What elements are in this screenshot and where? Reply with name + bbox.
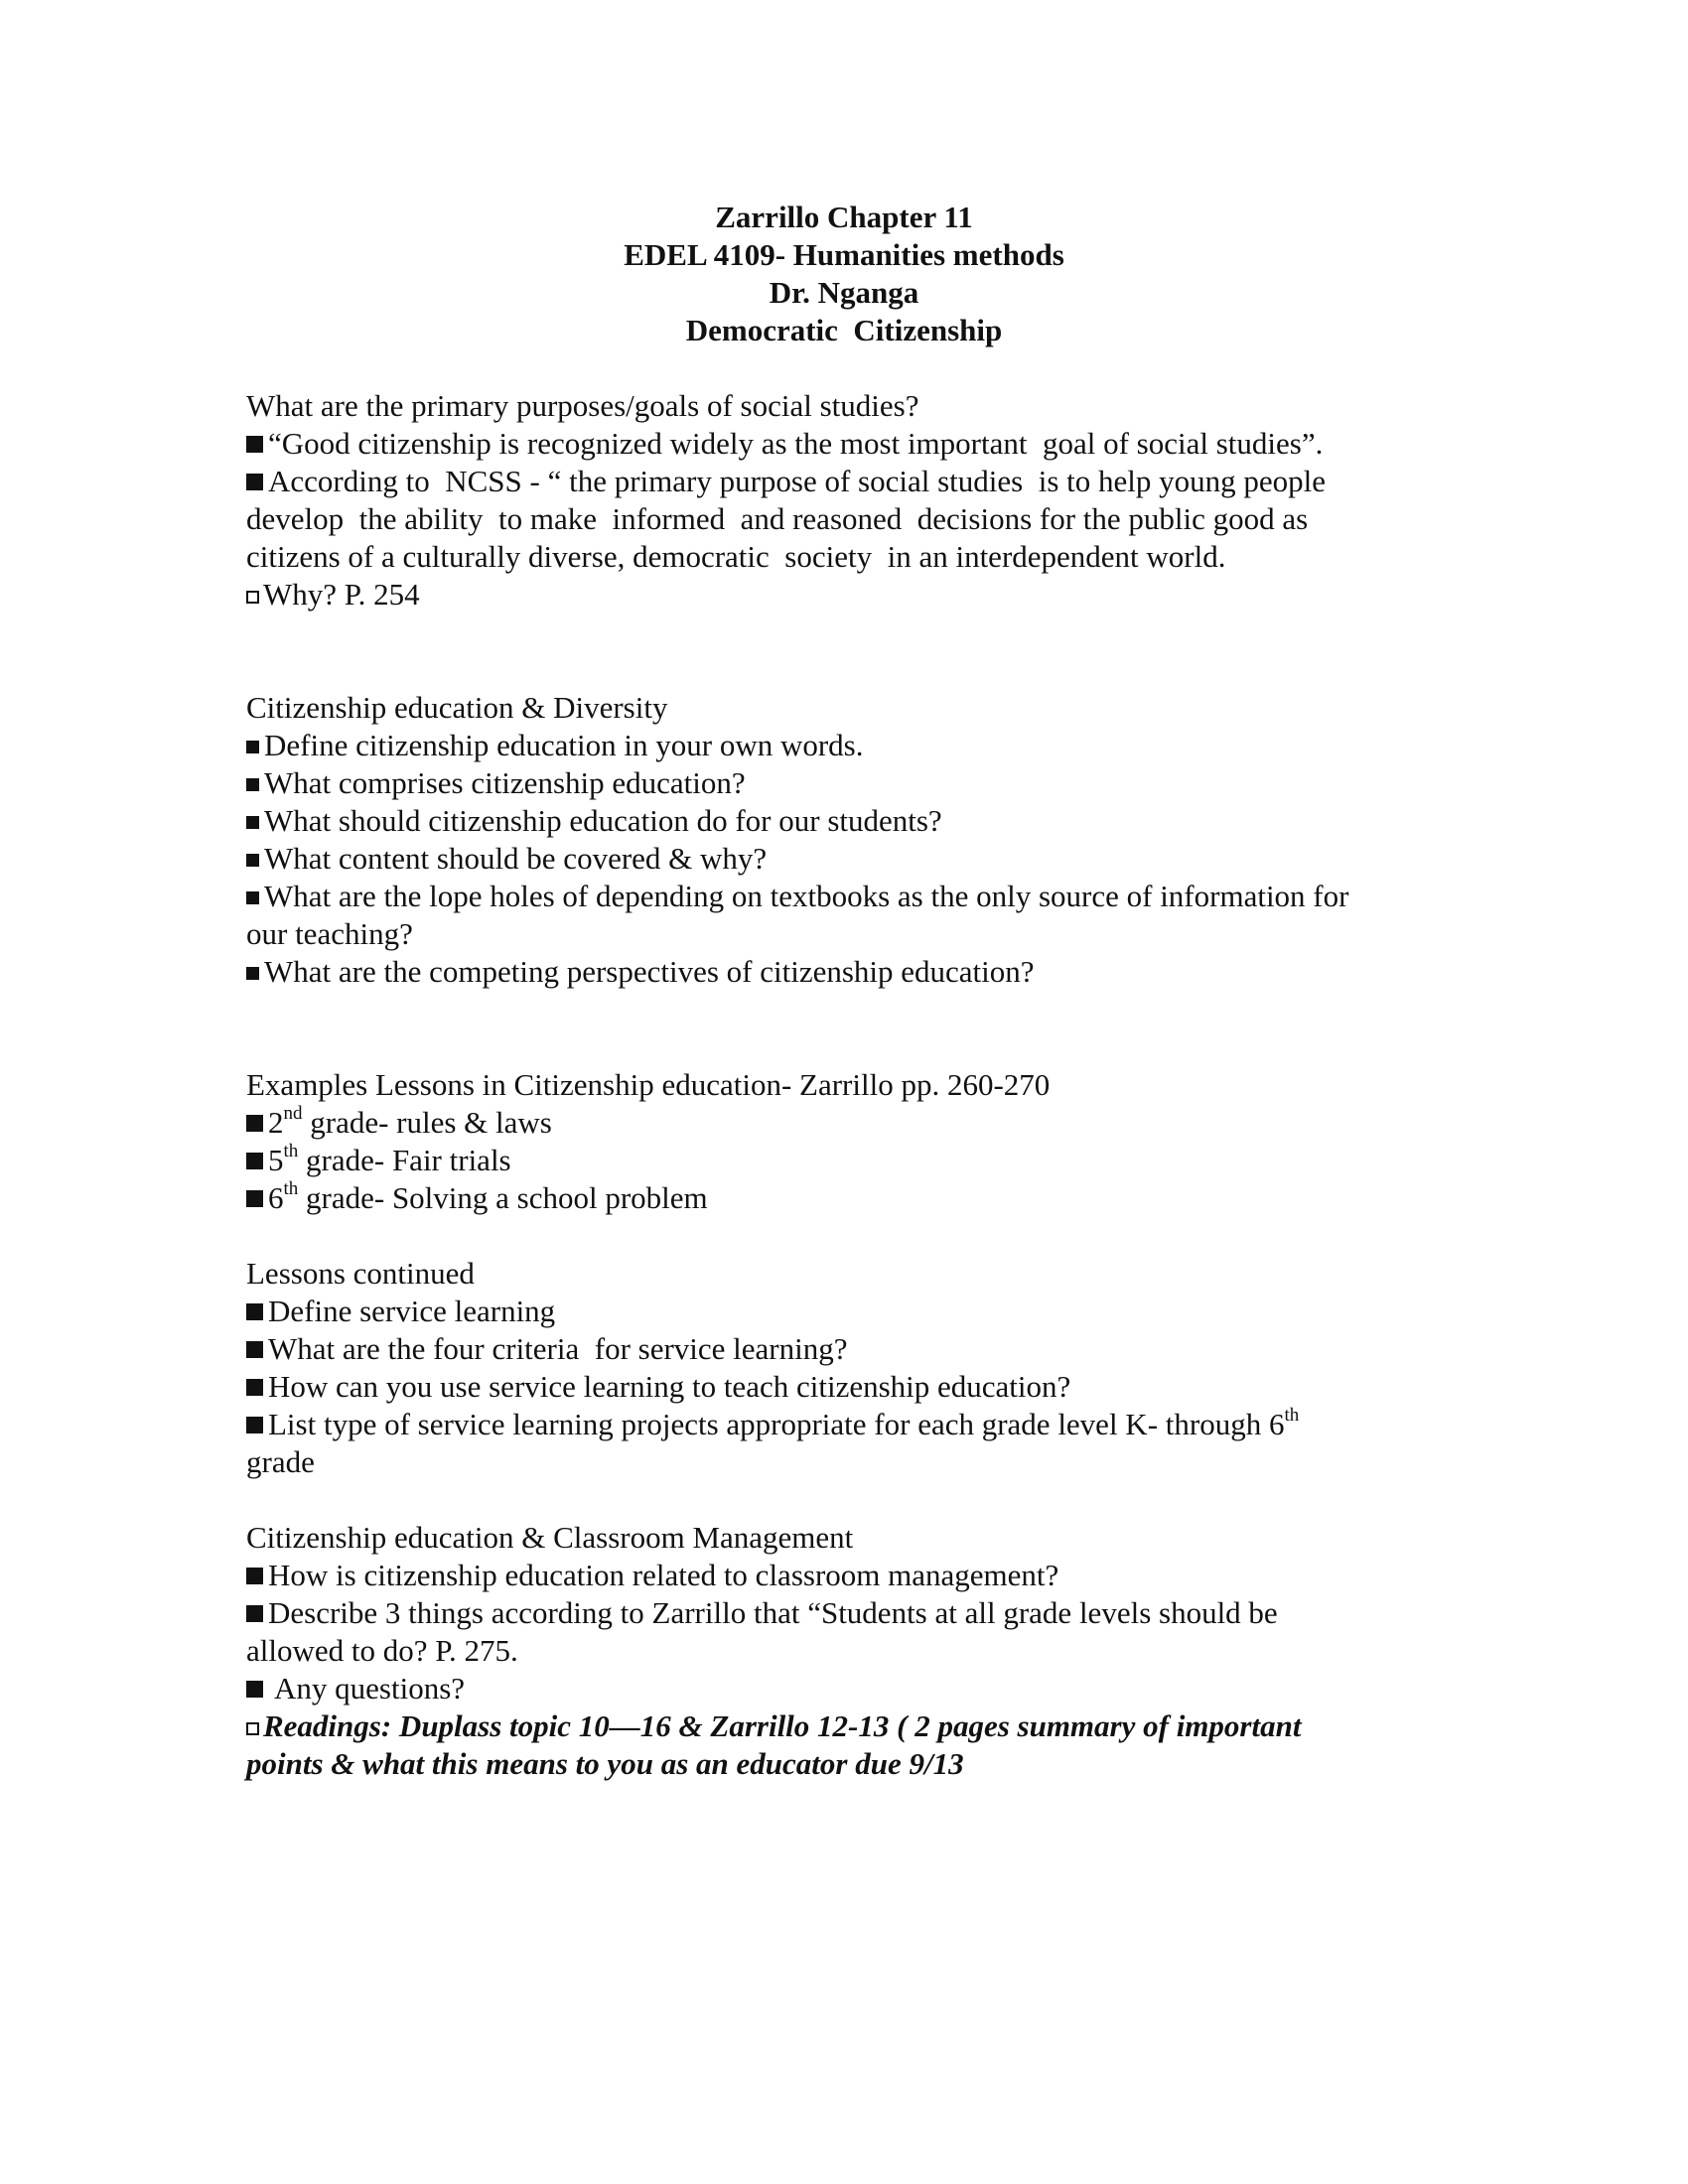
list-item-text: Describe 3 things according to Zarrillo that “Students at all grade levels should be xyxy=(268,1595,1278,1630)
bullet-square-icon xyxy=(246,816,259,829)
list-item xyxy=(246,1594,1477,1632)
list-item-text: What are the lope holes of depending on textbooks as the only source of information for xyxy=(264,879,1349,913)
bullet-square-icon xyxy=(246,1379,263,1396)
list-item xyxy=(246,1142,1477,1179)
bullet-square-icon xyxy=(246,1153,263,1169)
list-item-text: What comprises citizenship education? xyxy=(264,765,746,800)
section-heading: Citizenship education & Diversity xyxy=(246,690,668,725)
bullet-square-icon xyxy=(246,1115,263,1132)
list-item xyxy=(246,1330,1477,1368)
list-item xyxy=(246,1670,1477,1707)
list-item xyxy=(246,727,1477,764)
list-item-text: What should citizenship education do for our students? xyxy=(264,803,942,838)
list-item xyxy=(246,1368,1477,1406)
checkbox-square-icon xyxy=(246,591,259,604)
list-item xyxy=(246,1557,1477,1594)
list-item xyxy=(246,1406,1477,1443)
list-item-text: What are the four criteria for service learning? xyxy=(268,1331,848,1366)
bullet-square-icon xyxy=(246,967,259,980)
section-example-lessons xyxy=(246,1066,1477,1217)
section-heading: Lessons continued xyxy=(246,1256,475,1291)
list-item xyxy=(246,1179,1477,1217)
list-item xyxy=(246,953,1477,991)
bullet-square-icon xyxy=(246,854,259,867)
list-item-continuation: citizens of a culturally diverse, democratic society in an interdependent world. xyxy=(246,539,1226,574)
bullet-square-icon xyxy=(246,1605,263,1622)
list-item-continuation: develop the ability to make informed and reasoned decisions for the public good as xyxy=(246,501,1309,536)
list-item xyxy=(246,576,1477,614)
list-item-text: Define service learning xyxy=(268,1294,556,1328)
list-item xyxy=(246,764,1477,802)
bullet-square-icon xyxy=(246,436,263,453)
bullet-square-icon xyxy=(246,1190,263,1207)
ordinal-suffix: nd xyxy=(283,1103,303,1124)
bullet-square-icon xyxy=(246,1568,263,1584)
section-purposes xyxy=(246,387,1477,614)
list-item-text: Why? P. 254 xyxy=(263,577,420,612)
readings-text: Readings: Duplass topic 10—16 & Zarrillo 12-13 ( 2 pages summary of important xyxy=(263,1708,1302,1743)
readings-assignment-continuation: points & what this means to you as an educator due 9/13 xyxy=(246,1746,964,1781)
bullet-square-icon xyxy=(246,1681,263,1698)
topic-title: Democratic Citizenship xyxy=(685,313,1003,347)
ordinal-suffix: th xyxy=(283,1178,299,1199)
grade-number: 5 xyxy=(268,1143,284,1177)
list-item-text: Define citizenship education in your own words. xyxy=(264,728,864,762)
list-item xyxy=(246,425,1477,463)
bullet-square-icon xyxy=(246,1303,263,1320)
list-item-text: grade- Fair trials xyxy=(298,1143,511,1177)
list-item xyxy=(246,1104,1477,1142)
ordinal-suffix: th xyxy=(283,1141,299,1161)
bullet-square-icon xyxy=(246,778,259,791)
course-title: EDEL 4109- Humanities methods xyxy=(624,237,1064,272)
section-heading: Citizenship education & Classroom Management xyxy=(246,1520,854,1555)
section-diversity xyxy=(246,689,1477,991)
list-item-text: How is citizenship education related to classroom management? xyxy=(268,1558,1059,1592)
list-item-text: List type of service learning projects appropriate for each grade level K- through 6 xyxy=(268,1407,1285,1441)
list-item-text: “Good citizenship is recognized widely as the most important goal of social studies”. xyxy=(268,426,1324,461)
document-body xyxy=(246,387,1477,1783)
list-item-continuation: allowed to do? P. 275. xyxy=(246,1633,518,1668)
list-item-text: According to NCSS - “ the primary purpose of social studies is to help young people xyxy=(268,464,1327,498)
document-header xyxy=(0,199,1688,349)
list-item-text: Any questions? xyxy=(268,1671,466,1706)
bullet-square-icon xyxy=(246,1417,263,1433)
list-item xyxy=(246,878,1477,915)
grade-number: 2 xyxy=(268,1105,284,1140)
instructor-name: Dr. Nganga xyxy=(769,275,919,310)
grade-number: 6 xyxy=(268,1180,284,1215)
list-item xyxy=(246,802,1477,840)
list-item-text: What content should be covered & why? xyxy=(264,841,768,876)
list-item-continuation: our teaching? xyxy=(246,916,413,951)
list-item-text: What are the competing perspectives of citizenship education? xyxy=(264,954,1035,989)
ordinal-suffix: th xyxy=(1284,1405,1300,1426)
readings-assignment xyxy=(246,1707,1477,1745)
section-lessons-continued xyxy=(246,1255,1477,1481)
section-classroom-management xyxy=(246,1519,1477,1783)
bullet-square-icon xyxy=(246,741,259,753)
section-heading: Examples Lessons in Citizenship education- Zarrillo pp. 260-270 xyxy=(246,1067,1051,1102)
list-item-text: How can you use service learning to teach citizenship education? xyxy=(268,1369,1071,1404)
bullet-square-icon xyxy=(246,474,263,490)
list-item-text: grade- rules & laws xyxy=(302,1105,552,1140)
list-item xyxy=(246,463,1477,500)
list-item xyxy=(246,1293,1477,1330)
bullet-square-icon xyxy=(246,1341,263,1358)
list-item xyxy=(246,840,1477,878)
chapter-title: Zarrillo Chapter 11 xyxy=(715,200,973,234)
list-item-text: grade- Solving a school problem xyxy=(298,1180,708,1215)
bullet-square-icon xyxy=(246,891,259,904)
checkbox-square-icon xyxy=(246,1722,259,1735)
section-heading: What are the primary purposes/goals of social studies? xyxy=(246,388,919,423)
list-item-continuation: grade xyxy=(246,1444,315,1479)
